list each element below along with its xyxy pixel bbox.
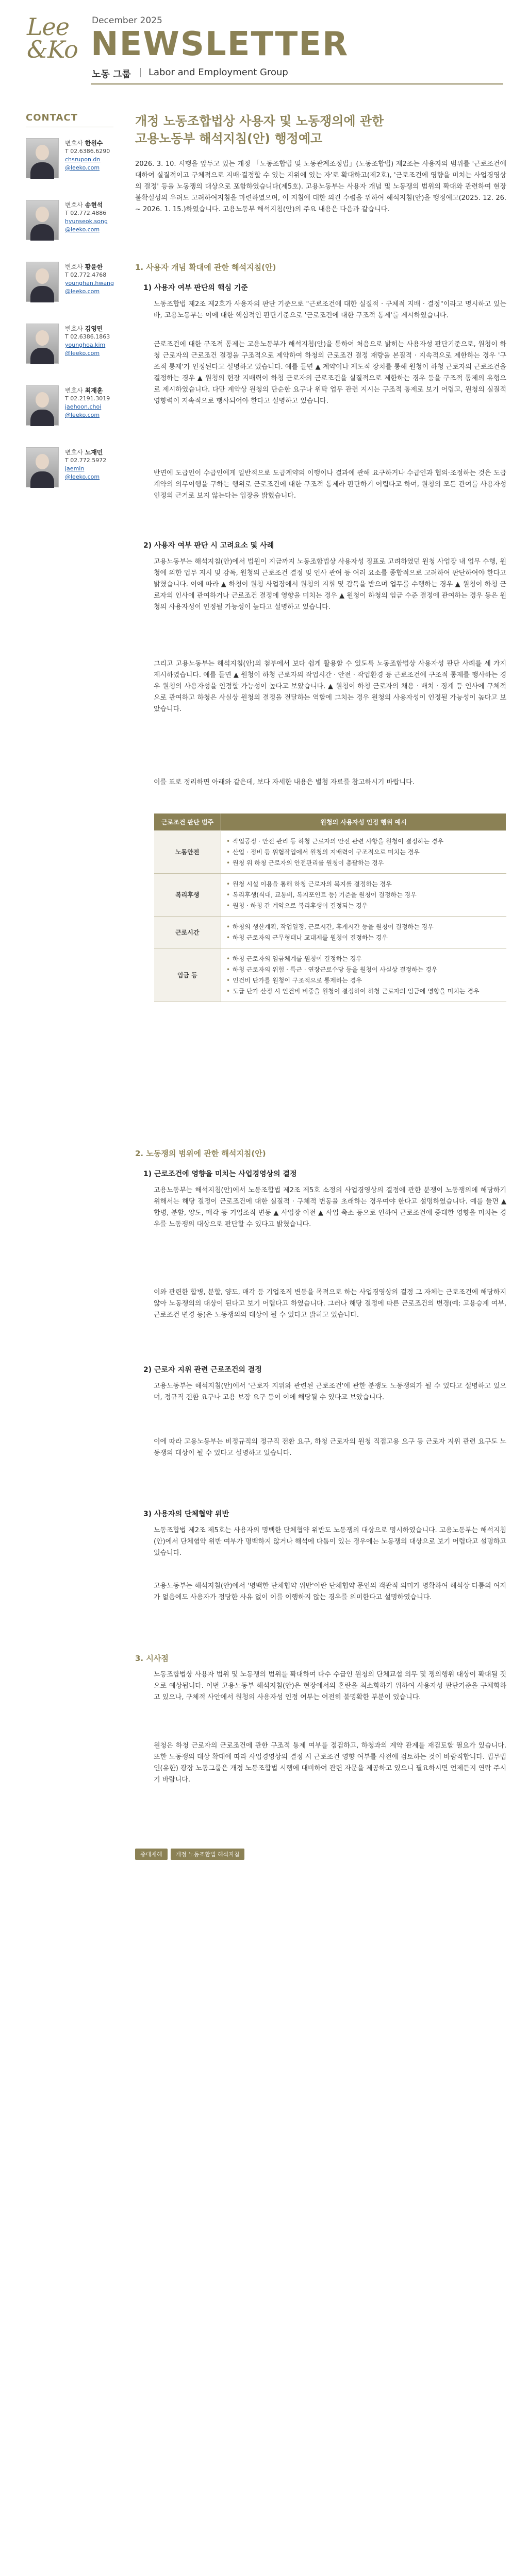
row-item: • 원청 · 하청 간 계약으로 복리후생이 결정되는 경우: [226, 901, 501, 910]
person-role: 변호사: [65, 201, 83, 209]
person-photo: [26, 447, 59, 487]
row-item: • 원청 위 하청 근로자의 안전관리를 원청이 총괄하는 경우: [226, 858, 501, 868]
newsletter-title: NEWSLETTER: [91, 25, 349, 63]
paragraph: 노동조합법 제2조 제2호가 사용자의 판단 기준으로 "근로조건에 대한 실질적 · 구체적 지배 · 결정"이라고 명시하고 있는바, 고용노동부는 이에 대한 핵심적인 판단기준으로 '근로조건에 대한 구조적 통제'를 제시하였습니다.: [154, 300, 506, 319]
subsection-2-3-title: 3) 사용자의 단체협약 위반: [143, 1510, 229, 1518]
row-item: • 하청 근로자의 근무형태나 교대제를 원청이 결정하는 경우: [226, 933, 501, 942]
person-email-domain[interactable]: @leeko.com: [65, 288, 100, 295]
subsection-1-1-title: 1) 사용자 여부 판단의 핵심 기준: [143, 284, 248, 292]
paragraph: 이를 표로 정리하면 아래와 같은데, 보다 자세한 내용은 별첨 자료를 참고하시기 바랍니다.: [154, 778, 415, 786]
tag[interactable]: 개정 노동조합법 해석지침: [171, 1849, 245, 1860]
person-tel: T 02.2191.3019: [65, 395, 110, 402]
person-tel: T 02.772.5972: [65, 457, 107, 464]
row-category: 근로시간: [154, 917, 221, 948]
person-name: 한원수: [85, 140, 103, 147]
row-item: • 하청 근로자의 위험 · 특근 · 연장근로수당 등을 원청이 사실상 결정하는 경우: [226, 965, 501, 974]
group-name-ko: 노동 그룹: [92, 69, 131, 80]
row-item: • 하청 근로자의 임금체계를 원청이 결정하는 경우: [226, 954, 501, 963]
tag[interactable]: 중대재해: [135, 1849, 168, 1860]
paragraph: 고용노동부는 해석지침(안)에서 법원이 지금까지 노동조합법상 사용자성 징표로 고려하였던 원청 사업장 내 업무 수행, 원청에 의한 업무 지시 및 감독, 원청의 근로조건 결정 및 인사 관여 등 여러 요소를 종합적으로 고려하여 판단하여야 한다고 밝혔습니다. 이에 따라 ▲ 하청이 원청 사업장에서 원청의 지휘 및 감독을 받으며 업무를 수행하는 경우 ▲ 원청이 하청 근로자의 인사에 관여하거나 근로조건 결정에 영향을 미치는 경우 ▲ 원청이 하청의 임금 수준 결정에 관여하는 경우 등은 원청의 사용자성이 인정될 가능성이 높다고 설명하고 있습니다.: [154, 558, 506, 611]
person-tel: T 02.6386.6290: [65, 148, 110, 155]
person-name: 김영민: [85, 325, 103, 332]
article-intro: 2026. 3. 10. 시행을 앞두고 있는 개정 「노동조합법 및 노동관계조정법」(노동조합법) 제2조는 사용자의 범위를 '근로조건에 대하여 실질적이고 구체적으로 지배·결정할 수 있는 지위에 있는 자'로 확대하고(제2호), '근로조건에 영향을 미치는 사업경영상의 결정' 등을 노동쟁의 대상으로 포함하였습니다(제5호). 고용노동부는 사용자 개념 및 노동쟁의 범위의 확대와 관련하여 현장 불확실성의 우려도 고려하여지침을 마련하였으며, 이 지침에 대한 의견 수렴을 위하여 해석지침(안)을 행정예고(2025. 12. 26. ~ 2026. 1. 15.)하였습니다. 고용노동부 해석지침(안)의 주요 내용은 다음과 같습니다.: [135, 160, 506, 213]
article-title-line1: 개정 노동조합법상 사용자 및 노동쟁의에 관한: [135, 114, 384, 128]
person-tel: T 02.772.4886: [65, 210, 107, 216]
table-row: [154, 831, 506, 874]
subsection-2-2-title: 2) 근로자 지위 관련 근로조건의 결정: [143, 1366, 262, 1374]
paragraph: 노동조합법상 사용자 범위 및 노동쟁의 범위를 확대하여 다수 수급인 원청의 단체교섭 의무 및 쟁의행위 대상이 확대될 것으로 예상됩니다. 이번 고용노동부 해석지침(안)은 현장에서의 혼란을 최소화하기 위하여 사용자성 판단기준을 구체화하고 있으나, 구체적 사안에서 원청의 사용자성 인정 여부는 여전히 불명확한 부분이 있습니다.: [154, 1671, 506, 1701]
person-role: 변호사: [65, 140, 83, 147]
person-photo: [26, 262, 59, 302]
row-item: • 인건비 단가를 원청이 구조적으로 통제하는 경우: [226, 976, 501, 985]
person-tel: T 02.6386.1863: [65, 333, 110, 340]
person-role: 변호사: [65, 263, 83, 270]
person-name: 송현석: [85, 201, 103, 209]
paragraph: 그리고 고용노동부는 해석지침(안)의 첨부에서 보다 쉽게 활용할 수 있도록 노동조합법상 사용자성 판단 사례를 세 가지 제시하였습니다. 예를 들면 ▲ 원청이 하청 근로자의 작업시간 · 안전 · 작업환경 등 근로조건에 구조적 통제를 행사하는 경우 원청의 사용자성을 인정할 가능성이 높다고 보았습니다. ▲ 원청이 하청 근로자의 채용 · 배치 · 징계 등 인사에 구체적으로 관여하고 하청은 사실상 원청의 결정을 전달하는 역할에 그치는 경우 원청의 사용자성이 인정될 가능성이 높다고 보았습니다.: [154, 660, 506, 713]
contact-person: [26, 324, 129, 385]
contact-person: [26, 385, 129, 447]
person-email-link[interactable]: younghan.hwang: [65, 280, 114, 286]
group-name-en: Labor and Employment Group: [148, 67, 288, 78]
paragraph: 근로조건에 대한 구조적 통제는 고용노동부가 해석지침(안)을 통하여 처음으로 밝히는 사용자성 판단기준으로, 원청이 하청 근로자의 근로조건 결정을 구조적으로 제약하여 하청의 근로조건 결정 재량을 본질적 · 지속적으로 제한하는 경우 '구조적 통제'가 인정된다고 설명하고 있습니다. 예를 들면 ▲ 계약이나 제도적 장치를 통해 원청이 하청 근로자의 근로조건을 결정하는 경우 ▲ 원청의 현장 지배력이 하청 근로자의 근로조건을 실질적으로 제한하는 경우 등을 구조적 통제의 유형으로 제시하였습니다. 다만 계약상 원청의 단순한 요구나 위탁 업무 관련 지시는 구조적 통제로 보기 어렵고, 원청의 실질적 영향력이 지속적으로 행사되어야 한다고 설명하고 있습니다.: [154, 341, 506, 405]
newsletter-header: [0, 0, 528, 87]
person-role: 변호사: [65, 449, 83, 456]
paragraph: 원청은 하청 근로자의 근로조건에 관한 구조적 통제 여부를 점검하고, 하청과의 계약 관계를 재검토할 필요가 있습니다. 또한 노동쟁의 대상 확대에 따라 사업경영상의 결정 시 근로조건 영향 여부를 사전에 검토하는 것이 바람직합니다. 법무법인(유한) 광장 노동그룹은 개정 노동조합법 시행에 대비하여 관련 자문을 제공하고 있으니 필요하시면 언제든지 연락 주시기 바랍니다.: [154, 1742, 506, 1784]
person-name: 최재훈: [85, 387, 103, 394]
person-photo: [26, 385, 59, 426]
person-photo: [26, 200, 59, 240]
paragraph: 고용노동부는 해석지침(안)에서 노동조합법 제2조 제5호 소정의 사업경영상의 결정에 관한 분쟁이 노동쟁의에 해당하기 위해서는 해당 결정이 근로조건에 대한 실질적 · 구체적 변동을 초래하는 경우여야 한다고 설명하였습니다. 예를 들면 ▲ 합병, 분할, 양도, 매각 등 기업조직 변동 ▲ 사업장 이전 ▲ 사업 축소 등으로 인하여 근로조건에 중대한 영향을 미치는 경우를 노동쟁의 대상으로 판단할 수 있다고 밝혔습니다.: [154, 1187, 506, 1228]
contact-person: [26, 447, 129, 509]
lee-ko-logo[interactable]: [27, 15, 78, 65]
person-email-link[interactable]: jaemin: [65, 465, 85, 472]
person-email-domain[interactable]: @leeko.com: [65, 164, 100, 171]
row-category: 복리후생: [154, 874, 221, 917]
person-name: 노재민: [85, 449, 103, 456]
person-email-link[interactable]: chsrupon.dn: [65, 156, 101, 163]
person-email-domain[interactable]: @leeko.com: [65, 226, 100, 233]
logo-line1: Lee: [27, 13, 69, 41]
article-title: [135, 112, 506, 147]
subsection-2-1-title: 1) 근로조건에 영향을 미치는 사업경영상의 결정: [143, 1170, 297, 1178]
person-email-domain[interactable]: @leeko.com: [65, 350, 100, 357]
person-photo: [26, 324, 59, 364]
table-header-category: 근로조건 판단 범주: [154, 814, 221, 831]
issue-date: December 2025: [92, 15, 162, 26]
table-header-examples: 원청의 사용자성 인정 행위 예시: [221, 814, 506, 831]
row-item: • 복리후생(식대, 교통비, 복지포인트 등) 기준을 원청이 결정하는 경우: [226, 890, 501, 900]
contact-person: [26, 138, 129, 200]
tag-list: [135, 1849, 244, 1860]
table-row: [154, 948, 506, 1002]
paragraph: 고용노동부는 해석지침(안)에서 '근로자 지위와 관련된 근로조건'에 관한 분쟁도 노동쟁의가 될 수 있다고 설명하고 있으며, 정규직 전환 요구나 고용 보장 요구 등이 이에 해당될 수 있다고 보았습니다.: [154, 1382, 506, 1401]
row-item: • 산업 · 정비 등 위험작업에서 원청의 지배력이 구조적으로 미치는 경우: [226, 848, 501, 857]
row-item: • 원청 시설 이용을 통해 하청 근로자의 복지를 결정하는 경우: [226, 879, 501, 889]
subsection-1-2-title: 2) 사용자 여부 판단 시 고려요소 및 사례: [143, 541, 274, 550]
table-row: [154, 874, 506, 917]
row-category: 임금 등: [154, 948, 221, 1002]
contact-person: [26, 200, 129, 262]
paragraph: 이와 관련한 합병, 분할, 양도, 매각 등 기업조직 변동을 목적으로 하는 사업경영상의 결정 그 자체는 근로조건에 해당하지 않아 노동쟁의의 대상이 된다고 보기 어렵다고 하였습니다. 그러나 해당 결정에 따른 근로조건의 변경(예: 고용승계 여부, 근로조건 변경 등)은 노동쟁의의 대상이 될 수 있다고 밝히고 있습니다.: [154, 1289, 506, 1319]
paragraph: 반면에 도급인이 수급인에게 일반적으로 도급계약의 이행이나 결과에 관해 요구하거나 수급인과 협의·조정하는 것은 도급계약의 의무이행을 구하는 행위로 근로조건에 대한 구조적 통제라 판단하기 어렵다고 하여, 원청의 모든 관여를 사용자성 인정의 근거로 보지 않는다는 입장을 밝혔습니다.: [154, 469, 506, 500]
header-divider: [91, 83, 503, 84]
section-3-title: 3. 시사점: [135, 1654, 169, 1663]
person-tel: T 02.772.4768: [65, 272, 107, 278]
contact-person: [26, 262, 129, 324]
criteria-table: [154, 813, 506, 1002]
logo-line2: &Ko: [27, 36, 78, 63]
contact-heading: CONTACT: [26, 112, 78, 123]
section-2-title: 2. 노동쟁의 범위에 관한 해석지침(안): [135, 1149, 266, 1158]
person-name: 황윤한: [85, 263, 103, 270]
person-photo: [26, 138, 59, 178]
person-role: 변호사: [65, 325, 83, 332]
row-item: • 작업공정 · 안전 관리 등 하청 근로자의 안전 관련 사항을 원청이 결정하는 경우: [226, 837, 501, 846]
person-email-link[interactable]: hyunseok.song: [65, 218, 108, 225]
table-row: [154, 917, 506, 948]
person-email-domain[interactable]: @leeko.com: [65, 412, 100, 418]
person-role: 변호사: [65, 387, 83, 394]
paragraph: 이에 따라 고용노동부는 비정규직의 정규직 전환 요구, 하청 근로자의 원청 직접고용 요구 등 근로자 지위 관련 요구도 노동쟁의 대상이 될 수 있다고 설명하고 있습니다.: [154, 1438, 506, 1457]
paragraph: 노동조합법 제2조 제5호는 사용자의 명백한 단체협약 위반도 노동쟁의 대상으로 명시하였습니다. 고용노동부는 해석지침(안)에서 단체협약 위반 여부가 명백하지 않거나 해석에 다툼이 있는 경우에는 노동쟁의 대상으로 보기 어렵다고 설명하고 있습니다.: [154, 1527, 506, 1557]
paragraph: 고용노동부는 해석지침(안)에서 '명백한 단체협약 위반'이란 단체협약 문언의 객관적 의미가 명확하여 해석상 다툼의 여지가 없음에도 사용자가 정당한 사유 없이 이를 이행하지 않는 경우를 의미한다고 설명하였습니다.: [154, 1582, 506, 1601]
article-title-line2: 고용노동부 해석지침(안) 행정예고: [135, 131, 323, 146]
contact-sidebar: [0, 87, 129, 2576]
person-email-domain[interactable]: @leeko.com: [65, 473, 100, 480]
section-1-title: 1. 사용자 개념 확대에 관한 해석지침(안): [135, 263, 276, 272]
person-email-link[interactable]: jaehoon.choi: [65, 403, 102, 410]
row-item: • 도급 단가 산정 시 인건비 비중을 원청이 결정하여 하청 근로자의 임금에 영향을 미치는 경우: [226, 987, 501, 996]
person-email-link[interactable]: younghoa.kim: [65, 342, 106, 348]
row-category: 노동안전: [154, 831, 221, 874]
header-separator: [140, 68, 141, 77]
row-item: • 하청의 생산계획, 작업일정, 근로시간, 휴게시간 등을 원청이 결정하는 경우: [226, 922, 501, 931]
